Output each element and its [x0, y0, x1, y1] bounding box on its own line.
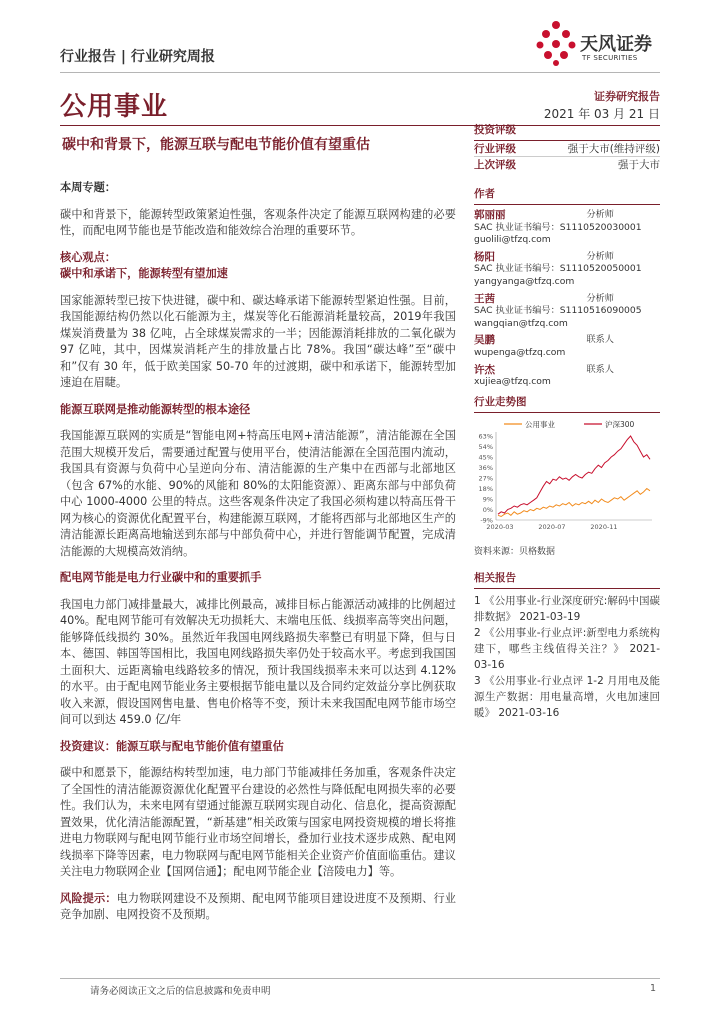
author-email[interactable]: xujiea@tfzq.com — [474, 376, 551, 388]
section-heading-2: 能源互联网是推动能源转型的根本途径 — [60, 402, 251, 416]
related-panel — [474, 570, 660, 721]
y-tick-label: 54% — [478, 443, 493, 451]
rating-heading: 投资评级 — [474, 122, 660, 141]
report-category: 行业报告 | 行业研究周报 — [60, 49, 215, 65]
author-role: 联系人 — [586, 334, 614, 346]
core-heading: 核心观点： — [60, 250, 116, 264]
last-rating-label: 上次评级 — [474, 159, 516, 171]
authors-panel — [474, 186, 660, 389]
series-line — [498, 489, 650, 517]
y-tick-label: 45% — [478, 453, 493, 462]
author-cert: SAC 执业证书编号：S1110520050001 — [474, 263, 642, 275]
related-item[interactable]: 1 《公用事业-行业深度研究:解码中国碳排数据》 2021-03-19 — [474, 595, 660, 623]
related-item[interactable]: 2 《公用事业-行业点评:新型电力系统构建下，哪些主线值得关注？》 2021-03-16 — [474, 627, 660, 671]
author-name-row — [474, 293, 614, 306]
y-tick-label: 9% — [482, 495, 493, 504]
rating-panel — [474, 122, 660, 173]
topic-heading: 本周专题： — [60, 181, 116, 194]
author-name-row — [474, 364, 614, 377]
header-divider — [60, 72, 660, 73]
author-entry — [474, 209, 660, 247]
related-item[interactable]: 3 《公用事业-行业点评 1-2 月用电及能源生产数据：用电量高增，火电加速回暖》 2021-03-16 — [474, 675, 660, 719]
industry-rating-value: 强于大市(维持评级) — [567, 143, 660, 155]
author-name-row — [474, 209, 614, 222]
paragraph-4: 碳中和愿景下，能源结构转型加速，电力部门节能减排任务加重，客观条件决定了全国性的清洁能源资源优化配置平台建设的必然性与降低配电网损失率的必要性。我们认为，未来电网有望通过能源互联网实现自动化、信息化，提高资源配置效果，优化清洁能源配置，“新基建”相关政策与国家电网投资规模的增长将推进电力物联网与配电网节能行业市场空间增长，叠加行业技术逐步成熟、配电网线损率下降等因素，电力物联网与配电网节能相关企业资产价值面临重估。建议关注电力物联网企业【国网信通】；配电网节能企业【涪陵电力】等。 — [60, 766, 456, 878]
trend-heading: 行业走势图 — [474, 394, 660, 413]
series-line — [498, 436, 650, 514]
author-entry — [474, 334, 660, 359]
industry-rating-label: 行业评级 — [474, 143, 516, 155]
authors-heading: 作者 — [474, 186, 660, 205]
author-role: 分析师 — [586, 209, 614, 220]
last-rating-row — [474, 157, 660, 173]
author-cert: SAC 执业证书编号：S1110520030001 — [474, 221, 642, 233]
author-email[interactable]: yangyanga@tfzq.com — [474, 275, 575, 287]
author-role: 联系人 — [586, 363, 614, 375]
y-tick-label: 36% — [478, 464, 493, 472]
author-entry — [474, 293, 660, 331]
report-date: 2021 年 03 月 21 日 — [543, 107, 660, 121]
paragraph-3: 我国电力部门减排量最大，减排比例最高，减排目标占能源活动减排的比例超过 40%。配电网节能可有效解决无功损耗大、末端电压低、线损率高等突出问题，能够降低线损约 30%。虽然近年我国电网线路损失率整已有明显下降，但与日本、德国、韩国等国相比，我国电网线路损失率仍处于较高水平。考虑到我国国土面积大、远距离输电线路较多的情况，预计我国线损率未来可以达到 4.12%的水平。由于配电网节能业务主要根据节能电量以及合同约定效益分享比例获取收入来源，假设国网售电量、售电价格等不变，预计未来我国配电网节能市场空间可以到达 459.0 亿/年 — [60, 597, 456, 726]
topic-text: 碳中和背景下，能源转型政策紧迫性强，客观条件决定了能源互联网构建的必要性，而配电网节能也是节能改造和能效综合治理的重要环节。 — [60, 207, 456, 237]
last-rating-value: 强于大市 — [618, 159, 660, 171]
author-name-row — [474, 334, 614, 347]
author-name: 吴鹏 — [474, 334, 495, 347]
footer-divider — [60, 978, 660, 979]
tf-logo-icon — [534, 20, 578, 66]
y-tick-label: -9% — [480, 516, 493, 525]
author-role: 分析师 — [586, 292, 614, 304]
risk-text: 电力物联网建设不及预期、配电网节能项目建设进度不及预期、行业竞争加剧、电网投资不及预期。 — [60, 891, 456, 921]
industry-rating-row — [474, 141, 660, 157]
y-tick-label: 18% — [478, 485, 493, 493]
author-entry — [474, 251, 660, 289]
author-email[interactable]: wangqian@tfzq.com — [474, 317, 568, 329]
x-tick-label: 2020-11 — [590, 523, 618, 531]
y-tick-label: 27% — [478, 474, 493, 483]
legend-label: 沪深300 — [605, 420, 635, 429]
logo-subtitle: TF SECURITIES — [582, 54, 638, 62]
paragraph-2: 我国能源互联网的实质是“智能电网+特高压电网+清洁能源”，清洁能源在全国范围大规模开发后，需要通过配置与使用平台，使清洁能源在全国范围内流动，我国具有资源与负荷中心呈逆向分布、清洁能源的生产集中在西部与北部地区（包含 67%的水能、90%的风能和 80%的太阳能资源）、距离东部与中部负荷中心 1000-4000 公里的特点。这些客观条件决定了我国必须构建以特高压骨干网为核心的资源优化配置平台，构建能源互联网，才能将西部与北部地区生产的清洁能源长距离高地输送到东部与中部负荷中心，并进行智能调节配置，完成清洁能源的大规模高效消纳。 — [60, 429, 456, 558]
chart-source: 资料来源：贝格数据 — [474, 547, 556, 557]
trend-panel — [474, 394, 660, 413]
x-tick-label: 2020-03 — [486, 523, 514, 531]
author-role: 分析师 — [586, 250, 614, 262]
author-name: 许杰 — [474, 363, 495, 376]
report-type: 证券研究报告 — [594, 90, 660, 103]
section-heading-3: 配电网节能是电力行业碳中和的重要抓手 — [60, 571, 262, 584]
risk-paragraph — [60, 891, 456, 924]
report-title: 碳中和背景下，能源互联与配电节能价值有望重估 — [62, 137, 370, 153]
legend-label: 公用事业 — [525, 420, 555, 429]
x-tick-label: 2020-07 — [538, 523, 566, 531]
author-name: 杨阳 — [474, 250, 495, 263]
logo-name: 天风证券 — [580, 34, 652, 55]
footer-disclaimer: 请务必阅读正文之后的信息披露和免责申明 — [90, 986, 271, 997]
section-heading-1: 碳中和承诺下，能源转型有望加速 — [60, 267, 228, 280]
paragraph-1: 国家能源转型已按下快进键，碳中和、碳达峰承诺下能源转型紧迫性强。目前，我国能源结构仍然以化石能源为主，煤炭等化石能源消耗量较高，2019年我国煤炭消费量为 38 亿吨，占全球煤炭需求的一半；因能源消耗排放的二氧化碳为 97 亿吨，其中，因煤炭消耗产生的排放量占比 78%。我国“碳达峰”至“碳中和”仅有 30 年，低于欧美国家 50-70 年的过渡期，碳中和承诺下，能源转型加速迫在眉睫。 — [60, 293, 456, 389]
author-cert: SAC 执业证书编号：S1110516090005 — [474, 305, 642, 317]
related-heading: 相关报告 — [474, 570, 660, 589]
author-name: 郭丽丽 — [474, 209, 506, 221]
trend-chart — [474, 414, 660, 536]
author-email[interactable]: wupenga@tfzq.com — [474, 346, 566, 358]
y-tick-label: 0% — [482, 506, 493, 514]
risk-label: 风险提示： — [60, 891, 117, 905]
page-number: 1 — [650, 983, 657, 994]
sector-title: 公用事业 — [60, 92, 169, 122]
author-name-row — [474, 251, 614, 264]
author-entry — [474, 364, 660, 389]
author-name: 王茜 — [474, 292, 495, 305]
section-heading-4: 投资建议：能源互联与配电节能价值有望重估 — [60, 739, 284, 753]
author-email[interactable]: guolili@tfzq.com — [474, 234, 551, 246]
main-body — [60, 180, 456, 924]
y-tick-label: 63% — [478, 432, 493, 441]
